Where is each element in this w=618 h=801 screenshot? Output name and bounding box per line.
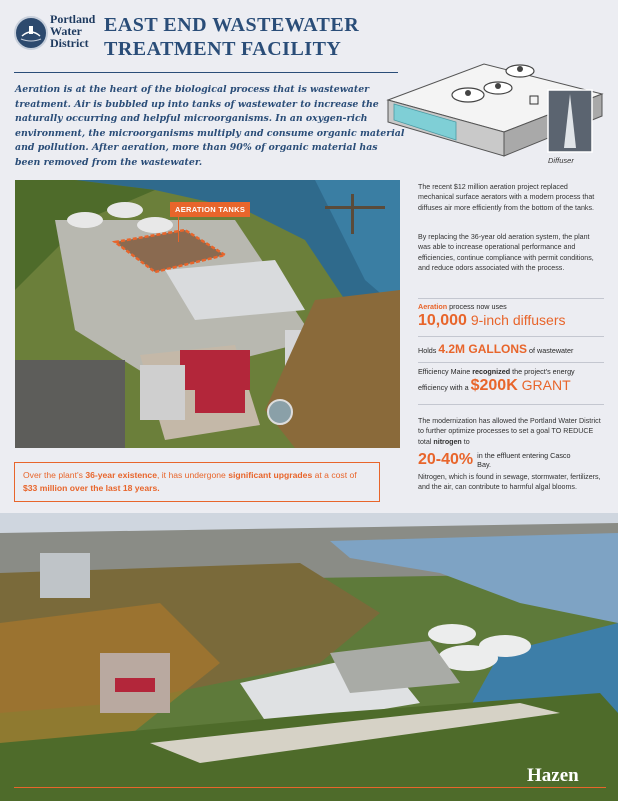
aerial-photo-treatment-plant [15, 180, 400, 448]
stat-divider [418, 362, 604, 363]
aeration-tanks-label: AERATION TANKS [170, 202, 250, 217]
nitrogen-text-c: total [418, 437, 434, 446]
nitrogen-stat-text: in the effluent entering Casco Bay. [477, 451, 571, 469]
callout-mid: , it has undergone [156, 470, 229, 480]
gallons-stat [418, 341, 608, 359]
diffusers-stat-intro: process now uses [447, 302, 507, 311]
callout-suffix: at a cost of [312, 470, 357, 480]
nitrogen-text-b: TO REDUCE [551, 427, 594, 436]
diffusers-count: 10,000 [418, 312, 467, 329]
diffuser-label: Diffuser [548, 156, 574, 165]
stat-divider [418, 336, 604, 337]
grant-stat-line1-pre: Efficiency Maine [418, 367, 473, 376]
project-paragraph-1: The recent $12 million aeration project replaced mechanical surface aerators with a modern process that diffuses air more efficiently from the bottom of the tanks. [418, 183, 595, 212]
stat-divider [418, 404, 604, 405]
intro-paragraph: Aeration is at the heart of the biological process that is wastewater treatment. Air is bubbled up into tanks of wastewater to increase the naturally occurring and helpful microorganisms. In an oxygen-rich environment, the microorganisms multiply and consume organic material and pollution. After aeration, more than 90% of organic material has been removed from the wastewater. [15, 84, 405, 168]
nitrogen-stat [418, 451, 608, 470]
nitrogen-keyword: nitrogen [433, 437, 462, 446]
grant-stat-line2: efficiency with a [418, 383, 471, 392]
title-divider [14, 72, 398, 73]
gallons-stat-suffix: of wastewater [527, 346, 574, 355]
gallons-stat-intro: Holds [418, 346, 439, 355]
gallons-count: 4.2M GALLONS [438, 342, 528, 356]
aeration-label-connector [178, 216, 179, 242]
title-line-1: EAST END WASTEWATER [104, 14, 360, 36]
aerial-photo-plant-and-bay [0, 513, 618, 801]
title-line-2: TREATMENT FACILITY [104, 38, 342, 60]
grant-amount: $200K [470, 377, 518, 394]
diffusers-stat-keyword: Aeration [418, 302, 448, 311]
grant-stat-keyword: recognized [472, 367, 511, 376]
project-paragraph-2: By replacing the 36-year old aeration system, the plant was able to increase operational performance and efficiencies, continue compliance with permit conditions, and reduce odors associated with the process. [418, 233, 594, 273]
grant-stat-line1-post: the project's energy [510, 367, 575, 376]
logo-line-1: Portland [50, 12, 96, 26]
footer-rule [14, 787, 606, 788]
callout-prefix: Over the plant's [23, 470, 86, 480]
page-title [104, 13, 384, 61]
diffusers-stat [418, 302, 608, 330]
hazen-logo: Hazen [527, 765, 579, 786]
nitrogen-text-e: to [461, 437, 470, 446]
logo-line-2: Water [50, 24, 82, 38]
logo-wordmark [50, 13, 95, 49]
logo-line-3: District [50, 36, 89, 50]
portland-water-district-logo [14, 16, 48, 50]
nitrogen-paragraph [418, 416, 604, 447]
callout-em-upgrades: significant upgrades [228, 470, 313, 480]
grant-word: GRANT [517, 377, 571, 393]
callout-em-existence: 36-year existence [85, 470, 157, 480]
aeration-tank-diagram [384, 60, 606, 166]
diffusers-unit: 9-inch diffusers [466, 312, 566, 328]
stat-divider [418, 298, 604, 299]
nitrogen-text-a: The modernization has allowed the Portland Water District to further optimize processes to set a goal [418, 417, 601, 436]
callout-em-cost: $33 million over the last 18 years. [23, 483, 160, 493]
nitrogen-reduction-range: 20-40% [418, 451, 474, 468]
upgrade-callout [14, 462, 380, 502]
grant-stat [418, 367, 608, 397]
algal-bloom-paragraph: Nitrogen, which is found in sewage, stormwater, fertilizers, and the air, can contribute to harmful algal blooms. [418, 473, 601, 492]
